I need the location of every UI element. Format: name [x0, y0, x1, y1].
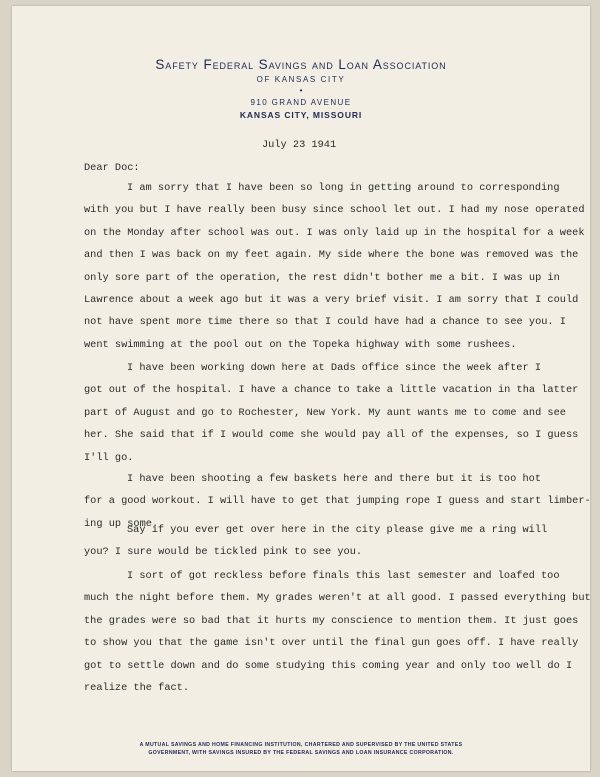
letter-line: her. She said that if I would come she would pay all of the expenses, so I guess	[84, 429, 579, 442]
letter-line: I'll go.	[84, 451, 134, 464]
letter-line: to show you that the game isn't over until the final gun goes off. I have really	[84, 637, 579, 650]
letter-line: part of August and go to Rochester, New York. My aunt wants me to come and see	[84, 406, 566, 419]
letter-line: I am sorry that I have been so long in getting around to corresponding	[127, 182, 560, 194]
letter-line: the grades were so bad that it hurts my conscience to mention them. It just goes	[84, 614, 579, 627]
letter-line: for a good workout. I will have to get that jumping rope I guess and start limber-	[84, 495, 591, 508]
letterhead-subtitle: OF KANSAS CITY	[256, 75, 346, 84]
letter-date: July 23 1941	[262, 139, 337, 151]
letter-line: and then I was back on my feet again. My side where the bone was removed was the	[84, 249, 579, 262]
letter-line: with you but I have really been busy since school let out. I had my nose operated	[84, 204, 585, 217]
letter-line: I have been shooting a few baskets here and there but it is too hot	[127, 473, 542, 485]
letter-line: Lawrence about a week ago but it was a very brief visit. I am sorry that I could	[84, 294, 579, 306]
letterhead-address-city: KANSAS CITY, MISSOURI	[239, 110, 363, 120]
letter-line: not have spent more time there so that I could have had a chance to see you. I	[84, 316, 566, 329]
letter-line: on the Monday after school was out. I was only laid up in the hospital for a week	[84, 226, 585, 239]
letter-line: got to settle down and do some studying this coming year and only too well do I	[84, 659, 573, 672]
letterhead-title: Safety Federal Savings and Loan Association	[155, 57, 447, 72]
letter-line: Say if you ever get over here in the city please give me a ring will	[127, 524, 548, 536]
letterhead-address-street: 910 GRAND AVENUE	[250, 98, 352, 107]
letter-page	[12, 6, 590, 771]
letter-line: I have been working down here at Dads office since the week after I	[127, 362, 542, 374]
letter-line: much the night before them. My grades weren't at all good. I passed everything but	[84, 592, 591, 605]
footer-line-1: A MUTUAL SAVINGS AND HOME FINANCING INSTITUTION, CHARTERED AND SUPERVISED BY THE UNITED STATES	[139, 742, 463, 748]
letter-line: only sore part of the operation, the rest didn't bother me a bit. I was up in	[84, 271, 560, 284]
letter-line: went swimming at the pool out on the Topeka highway with some rushees.	[84, 338, 517, 351]
footer-line-2: GOVERNMENT, WITH SAVINGS INSURED BY THE FEDERAL SAVINGS AND LOAN INSURANCE CORPORATION.	[148, 750, 454, 756]
letter-line: got out of the hospital. I have a chance to take a little vacation in tha latter	[84, 384, 579, 397]
letter-line: I sort of got reckless before finals this last semester and loafed too	[127, 570, 560, 582]
letter-salutation: Dear Doc:	[84, 162, 140, 174]
letter-line: you? I sure would be tickled pink to see you.	[84, 546, 363, 559]
letter-line: realize the fact.	[84, 682, 190, 694]
letter-line: ing up some.	[84, 517, 159, 530]
letterhead-bullet: •	[299, 86, 303, 95]
